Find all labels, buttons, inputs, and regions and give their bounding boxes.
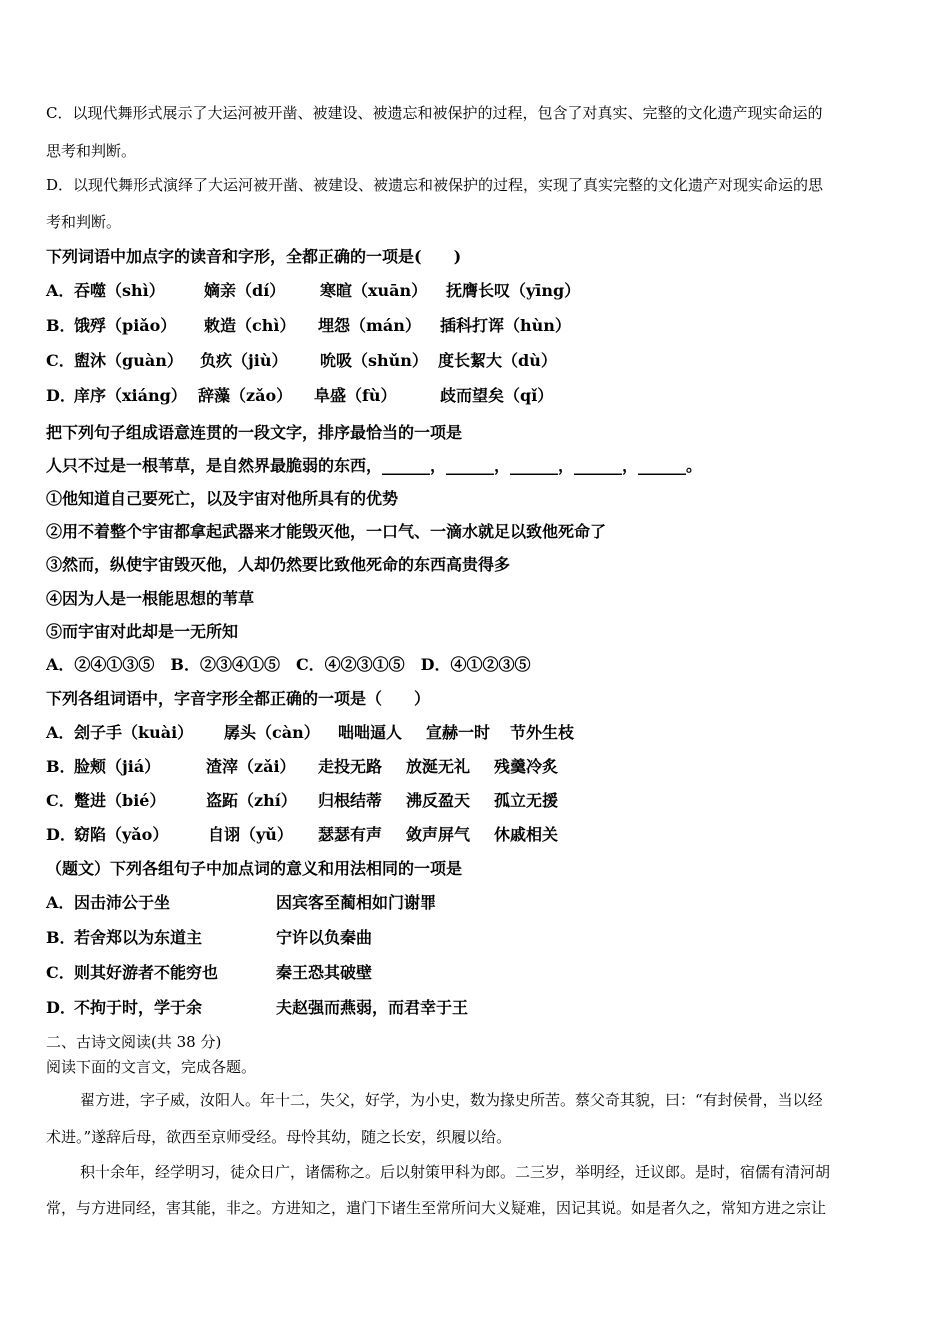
- passage-p1-line-1: 翟方进，字子威，汝阳人。年十二，失父，好学，为小史，数为掾史所苦。蔡父奇其貌，曰：“有封侯骨，当以经: [80, 1091, 823, 1109]
- section-2-heading: 二、古诗文阅读(共 38 分): [46, 1033, 222, 1051]
- pinyin-option-c: C．盥沐（guàn） 负疚（jiù） 吮吸（shǔn） 度长絜大（dù）: [46, 351, 557, 370]
- meaning-option-b: B．若舍郑以为东道主 宁许以负秦曲: [46, 928, 373, 947]
- char-option-b: B．脸颊（jiá） 渣滓（zǎi） 走投无路 放涎无礼 残羹冷炙: [46, 757, 559, 776]
- char-option-d: D．窈陷（yǎo） 自诩（yǔ） 瑟瑟有声 敛声屏气 休戚相关: [46, 825, 559, 844]
- passage-p2-line-2: 常，与方进同经，害其能，非之。方进知之，遣门下诸生至常所问大义疑难，因记其说。如是者久之，常知方进之宗让: [46, 1199, 827, 1217]
- order-sentence-2: ②用不着整个宇宙都拿起武器来才能毁灭他，一口气、一滴水就足以致他死命了: [46, 522, 607, 541]
- pinyin-option-a: A．吞噬（shì） 嫡亲（dí） 寒暄（xuān） 抚膺长叹（yīng）: [46, 281, 581, 300]
- order-sentence-4: ④因为人是一根能思想的苇草: [46, 589, 255, 608]
- order-sentence-1: ①他知道自己要死亡，以及宇宙对他所具有的优势: [46, 489, 399, 508]
- option-c-line-2: 思考和判断。: [46, 142, 137, 160]
- order-options: A．②④①③⑤ B．②③④①⑤ C．④②③①⑤ D．④①②③⑤: [46, 655, 531, 674]
- char-option-c: C．蹩进（bié） 盗跖（zhí） 归根结蒂 沸反盈天 孤立无援: [46, 791, 559, 810]
- option-d-line-1: D．以现代舞形式演绎了大运河被开凿、被建设、被遗忘和被保护的过程，实现了真实完整的文化遗产对现实命运的思: [46, 176, 824, 194]
- char-option-a: A．刽子手（kuài） 孱头（càn） 咄咄逼人 宣赫一时 节外生枝: [46, 723, 575, 742]
- question-order-stem: 把下列句子组成语意连贯的一段文字，排序最恰当的一项是: [46, 423, 463, 442]
- question-char-stem: 下列各组词语中，字音字形全都正确的一项是（ ）: [46, 689, 431, 708]
- order-sentence-3: ③然而，纵使宇宙毁灭他，人却仍然要比致他死命的东西高贵得多: [46, 555, 511, 574]
- order-sentence-5: ⑤而宇宙对此却是一无所知: [46, 622, 239, 641]
- pinyin-option-d: D．庠序（xiáng） 辞藻（zǎo） 阜盛（fù） 歧而望矣（qǐ）: [46, 386, 554, 405]
- passage-p2-line-1: 积十余年，经学明习，徒众日广，诸儒称之。后以射策甲科为郎。二三岁，举明经，迁议郎。是时，宿儒有清河胡: [80, 1163, 831, 1181]
- section-2-instruction: 阅读下面的文言文，完成各题。: [46, 1058, 257, 1076]
- passage-p1-line-2: 术进。”遂辞后母，欲西至京师受经。母怜其幼，随之长安，织履以给。: [46, 1128, 512, 1146]
- question-pinyin-stem: 下列词语中加点字的读音和字形，全都正确的一项是( ): [46, 247, 462, 266]
- meaning-option-a: A．因击沛公于坐 因宾客至蔺相如门谢罪: [46, 893, 437, 912]
- option-c-line-1: C．以现代舞形式展示了大运河被开凿、被建设、被遗忘和被保护的过程，包含了对真实、完整的文化遗产现实命运的: [46, 104, 823, 122]
- pinyin-option-b: B．饿殍（piǎo） 敕造（chì） 埋怨（mán） 插科打诨（hùn）: [46, 316, 571, 335]
- meaning-option-d: D．不拘于时，学于余 夫赵强而燕弱，而君幸于王: [46, 998, 469, 1017]
- meaning-option-c: C．则其好游者不能穷也 秦王恐其破壁: [46, 963, 373, 982]
- option-d-line-2: 考和判断。: [46, 213, 122, 231]
- question-meaning-stem: （题文）下列各组句子中加点词的意义和用法相同的一项是: [46, 859, 463, 878]
- question-order-lead: 人只不过是一根苇草，是自然界最脆弱的东西，______，______，______，______，______。: [46, 456, 703, 475]
